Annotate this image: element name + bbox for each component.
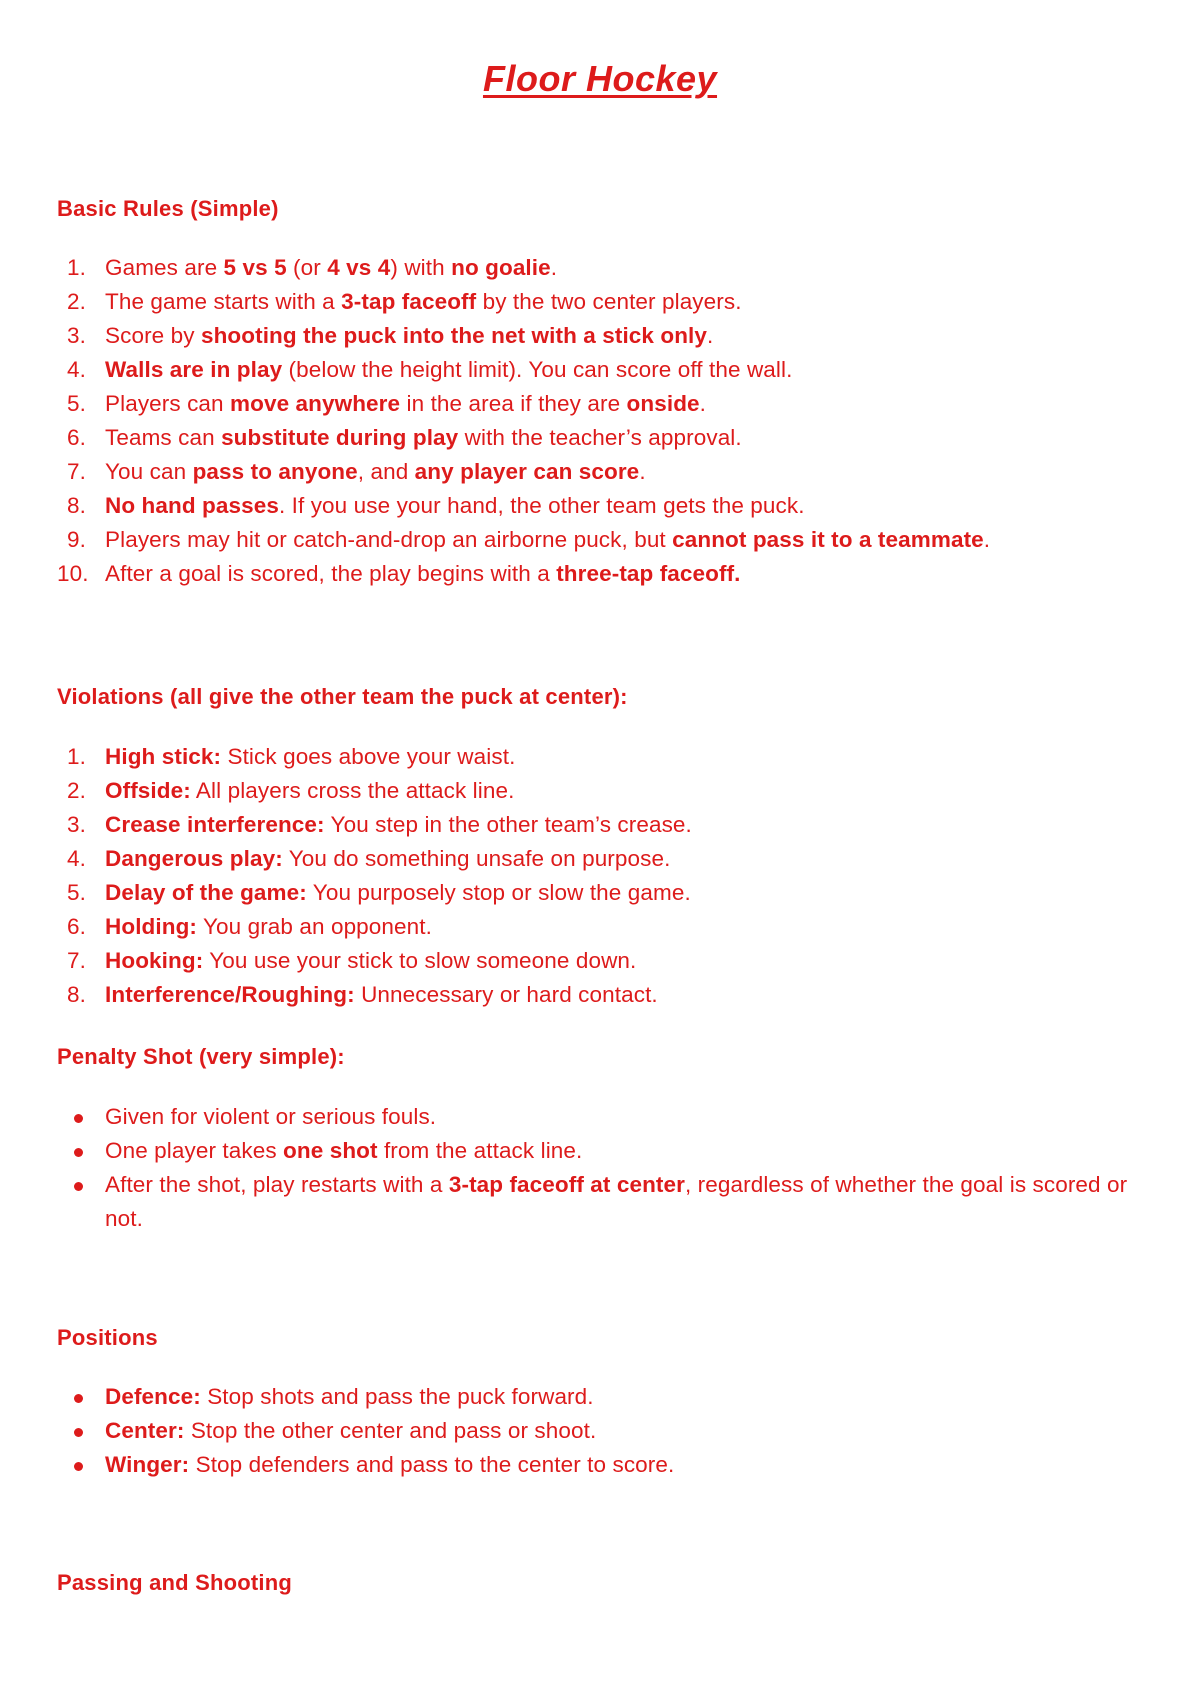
bold-text: shooting the puck into the net with a stick only xyxy=(200,323,708,348)
list-item xyxy=(57,1448,1147,1482)
basic-rules-list xyxy=(57,251,1147,591)
text-run: Games are xyxy=(105,255,224,280)
bold-text: Delay of the game: xyxy=(105,880,307,905)
bold-text: pass to anyone xyxy=(192,459,358,484)
list-number: 7. xyxy=(67,459,86,484)
list-item xyxy=(57,978,1147,1012)
bullet-icon xyxy=(74,1394,83,1403)
bold-text: 4 vs 4 xyxy=(327,255,391,280)
positions-list xyxy=(57,1380,1147,1482)
text-run: You step in the other team’s crease. xyxy=(324,812,692,837)
text-run: Stop defenders and pass to the center to score. xyxy=(189,1452,675,1477)
list-number: 1. xyxy=(67,255,86,280)
list-number: 2. xyxy=(67,778,86,803)
bold-text: move anywhere xyxy=(230,391,401,416)
list-item xyxy=(57,1380,1147,1414)
list-item xyxy=(57,557,1147,591)
text-run: (or xyxy=(286,255,328,280)
bold-text: no goalie xyxy=(451,255,551,280)
text-run: You grab an opponent. xyxy=(197,914,432,939)
bold-text: 3-tap faceoff xyxy=(341,289,477,314)
list-number: 6. xyxy=(67,914,86,939)
passing-shooting-heading: Passing and Shooting xyxy=(57,1570,293,1595)
positions-heading: Positions xyxy=(57,1325,158,1350)
list-number: 9. xyxy=(67,527,86,552)
bold-text: Offside: xyxy=(105,778,191,803)
list-item xyxy=(57,353,1147,387)
list-number: 3. xyxy=(67,812,86,837)
text-run: . xyxy=(699,391,707,416)
text-run: . xyxy=(550,255,558,280)
text-run: , and xyxy=(357,459,415,484)
violations-list xyxy=(57,740,1147,1012)
bullet-icon xyxy=(74,1462,83,1471)
text-run: . xyxy=(639,459,646,484)
bold-text: three-tap faceoff. xyxy=(556,561,741,586)
text-run: by the two center players. xyxy=(476,289,742,314)
list-item xyxy=(57,842,1147,876)
basic-rules-heading: Basic Rules (Simple) xyxy=(57,196,279,221)
bold-text: Walls are in play xyxy=(105,357,283,382)
text-run: All players cross the attack line. xyxy=(190,778,515,803)
list-item xyxy=(57,251,1147,285)
bold-text: High stick: xyxy=(105,744,222,769)
list-item xyxy=(57,1134,1147,1168)
list-number: 1. xyxy=(67,744,86,769)
list-number: 3. xyxy=(67,323,86,348)
bold-text: Dangerous play: xyxy=(105,846,283,871)
text-run: You do something unsafe on purpose. xyxy=(282,846,671,871)
text-run: Given for violent or serious fouls. xyxy=(105,1104,437,1129)
bullet-icon xyxy=(74,1148,83,1157)
list-number: 4. xyxy=(67,846,86,871)
bold-text: one shot xyxy=(283,1138,378,1163)
list-number: 5. xyxy=(67,880,86,905)
list-item xyxy=(57,285,1147,319)
list-number: 4. xyxy=(67,357,86,382)
list-number: 7. xyxy=(67,948,86,973)
bold-text: Interference/Roughing: xyxy=(105,982,355,1007)
list-item xyxy=(57,319,1147,353)
bold-text: Crease interference: xyxy=(105,812,325,837)
text-run: You can xyxy=(105,459,193,484)
text-run: with the teacher’s approval. xyxy=(458,425,742,450)
page-title: Floor Hockey xyxy=(482,58,718,99)
text-run: You purposely stop or slow the game. xyxy=(306,880,691,905)
bold-text: 5 vs 5 xyxy=(223,255,287,280)
list-item xyxy=(57,489,1147,523)
text-run: , regardless of whether the goal is scored or not. xyxy=(105,1172,1128,1231)
text-run: . If you use your hand, the other team gets the puck. xyxy=(278,493,805,518)
list-number: 2. xyxy=(67,289,86,314)
text-run: from the attack line. xyxy=(377,1138,583,1163)
list-number: 6. xyxy=(67,425,86,450)
list-item xyxy=(57,1414,1147,1448)
bold-text: Hooking: xyxy=(105,948,204,973)
bold-text: No hand passes xyxy=(105,493,279,518)
list-item xyxy=(57,387,1147,421)
list-item xyxy=(57,1100,1147,1134)
list-number: 5. xyxy=(67,391,86,416)
bold-text: any player can score xyxy=(414,459,640,484)
text-run: Stop shots and pass the puck forward. xyxy=(200,1384,594,1409)
list-item xyxy=(57,455,1147,489)
list-item xyxy=(57,944,1147,978)
bold-text: 3-tap faceoff at center xyxy=(448,1172,685,1197)
bullet-icon xyxy=(74,1114,83,1123)
penalty-shot-list xyxy=(57,1100,1147,1236)
text-run: Stop the other center and pass or shoot. xyxy=(184,1418,597,1443)
list-item xyxy=(57,808,1147,842)
list-number: 8. xyxy=(67,982,86,1007)
text-run: Stick goes above your waist. xyxy=(221,744,516,769)
list-number: 10. xyxy=(57,561,89,586)
text-run: The game starts with a xyxy=(105,289,342,314)
text-run: in the area if they are xyxy=(400,391,627,416)
text-run: Players can xyxy=(105,391,231,416)
list-number: 8. xyxy=(67,493,86,518)
text-run: After the shot, play restarts with a xyxy=(105,1172,449,1197)
list-item xyxy=(57,910,1147,944)
list-item xyxy=(57,1168,1147,1236)
bullet-icon xyxy=(74,1182,83,1191)
list-item xyxy=(57,740,1147,774)
bold-text: Defence: xyxy=(105,1384,201,1409)
text-run: One player takes xyxy=(105,1138,284,1163)
text-run: . xyxy=(983,527,991,552)
text-run: You use your stick to slow someone down. xyxy=(203,948,637,973)
violations-heading: Violations (all give the other team the puck at center): xyxy=(57,684,628,709)
bold-text: Winger: xyxy=(105,1452,190,1477)
text-run: Players may hit or catch-and-drop an airborne puck, but xyxy=(105,527,673,552)
bold-text: substitute during play xyxy=(221,425,459,450)
bold-text: Holding: xyxy=(105,914,198,939)
list-item xyxy=(57,774,1147,808)
bold-text: Center: xyxy=(105,1418,185,1443)
text-run: (below the height limit). You can score off the wall. xyxy=(282,357,793,382)
text-run: After a goal is scored, the play begins with a xyxy=(105,561,557,586)
bold-text: cannot pass it to a teammate xyxy=(672,527,984,552)
list-item xyxy=(57,421,1147,455)
text-run: . xyxy=(707,323,714,348)
text-run: Teams can xyxy=(105,425,222,450)
text-run: Score by xyxy=(105,323,201,348)
text-run: Unnecessary or hard contact. xyxy=(354,982,658,1007)
bullet-icon xyxy=(74,1428,83,1437)
list-item xyxy=(57,876,1147,910)
text-run: ) with xyxy=(390,255,452,280)
list-item xyxy=(57,523,1147,557)
penalty-shot-heading: Penalty Shot (very simple): xyxy=(57,1044,345,1069)
bold-text: onside xyxy=(626,391,700,416)
